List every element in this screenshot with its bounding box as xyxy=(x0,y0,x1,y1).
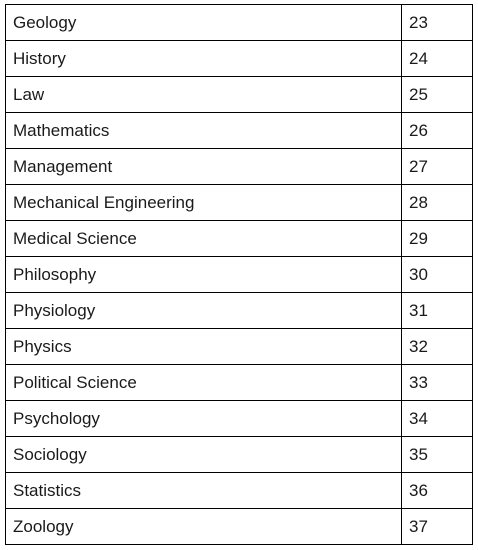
subject-code-table-body xyxy=(6,5,473,545)
subject-cell: Sociology xyxy=(6,437,402,473)
code-cell: 24 xyxy=(402,41,473,77)
code-cell: 25 xyxy=(402,77,473,113)
table-row xyxy=(6,185,473,221)
table-row xyxy=(6,365,473,401)
table-row xyxy=(6,113,473,149)
code-cell: 34 xyxy=(402,401,473,437)
subject-cell: Statistics xyxy=(6,473,402,509)
subject-cell: Psychology xyxy=(6,401,402,437)
code-cell: 29 xyxy=(402,221,473,257)
code-cell: 26 xyxy=(402,113,473,149)
table-row xyxy=(6,221,473,257)
table-row xyxy=(6,509,473,545)
table-row xyxy=(6,293,473,329)
subject-cell: Philosophy xyxy=(6,257,402,293)
table-row xyxy=(6,329,473,365)
code-cell: 31 xyxy=(402,293,473,329)
table-row xyxy=(6,437,473,473)
code-cell: 30 xyxy=(402,257,473,293)
table-row xyxy=(6,401,473,437)
subject-cell: Physiology xyxy=(6,293,402,329)
subject-cell: Mechanical Engineering xyxy=(6,185,402,221)
code-cell: 36 xyxy=(402,473,473,509)
code-cell: 37 xyxy=(402,509,473,545)
code-cell: 32 xyxy=(402,329,473,365)
code-cell: 33 xyxy=(402,365,473,401)
subject-cell: Law xyxy=(6,77,402,113)
subject-cell: Medical Science xyxy=(6,221,402,257)
code-cell: 23 xyxy=(402,5,473,41)
subject-code-table xyxy=(5,4,473,545)
table-row xyxy=(6,41,473,77)
subject-cell: Management xyxy=(6,149,402,185)
table-row xyxy=(6,5,473,41)
code-cell: 28 xyxy=(402,185,473,221)
table-row xyxy=(6,77,473,113)
subject-cell: Geology xyxy=(6,5,402,41)
table-row xyxy=(6,257,473,293)
subject-cell: History xyxy=(6,41,402,77)
subject-cell: Political Science xyxy=(6,365,402,401)
subject-cell: Mathematics xyxy=(6,113,402,149)
table-row xyxy=(6,473,473,509)
code-cell: 35 xyxy=(402,437,473,473)
subject-cell: Physics xyxy=(6,329,402,365)
code-cell: 27 xyxy=(402,149,473,185)
subject-cell: Zoology xyxy=(6,509,402,545)
table-row xyxy=(6,149,473,185)
